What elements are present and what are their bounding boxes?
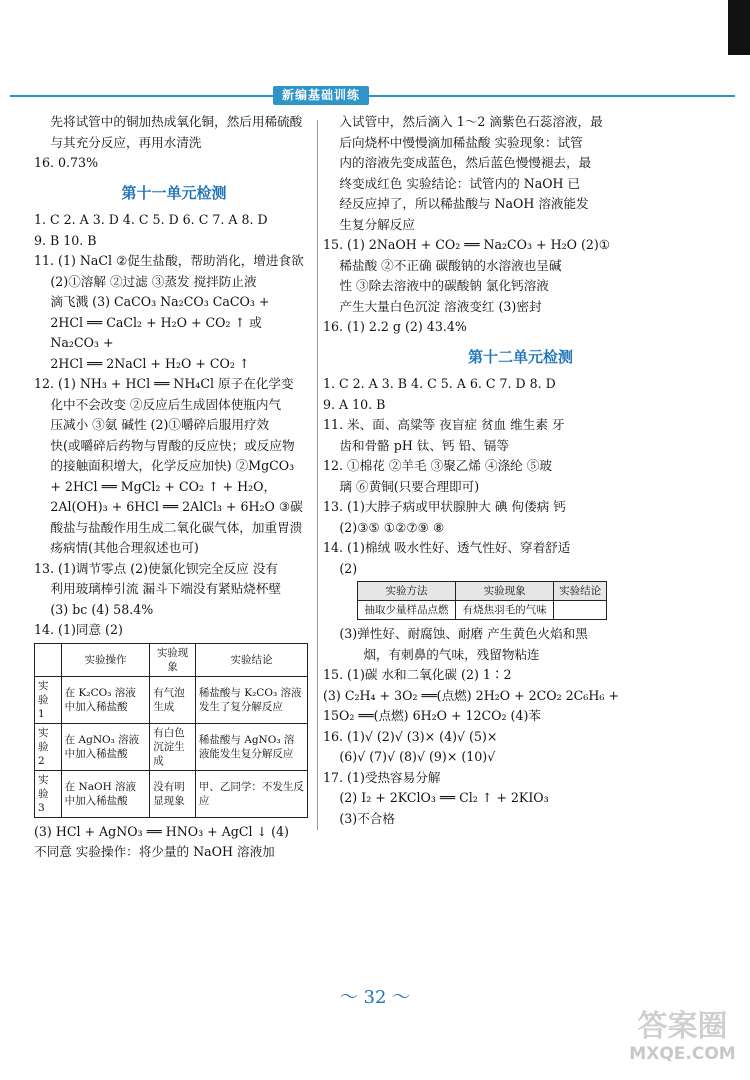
table-header-cell: 实验现象	[456, 582, 554, 601]
table-cell: 甲、乙同学：不发生反应	[195, 770, 307, 817]
answer-line: (2)	[339, 560, 358, 576]
watermark-url: MXQE.COM	[629, 1044, 736, 1064]
answer-line: 14. (1)同意 (2)	[34, 622, 123, 637]
experiment-table-unit12	[357, 581, 607, 620]
answer-line: 利用玻璃棒引流 漏斗下端没有紧贴烧杯壁	[50, 581, 282, 596]
table-row	[35, 676, 308, 723]
answer-line: 16. 0.73%	[34, 155, 99, 170]
answer-line: (3) C₂H₄ + 3O₂ ══(点燃) 2H₂O + 2CO₂ 2C₆H₆ +	[323, 687, 619, 703]
answer-line: 9. B 10. B	[34, 232, 97, 248]
table-row	[35, 723, 308, 770]
column-divider	[317, 120, 318, 830]
answer-line: (3) HCl + AgNO₃ ══ HNO₃ + AgCl ↓ (4)	[34, 823, 289, 839]
answer-line: 2HCl ══ CaCl₂ + H₂O + CO₂ ↑ 或 Na₂CO₃ +	[50, 314, 262, 350]
answer-line: 齿和骨骼 pH 钛、钙 铅、镉等	[339, 437, 509, 453]
answer-line: 11. (1) NaCl ②促生盐酸，帮助消化，增进食欲	[34, 253, 304, 268]
section-title-unit12: 第十二单元检测	[467, 347, 573, 366]
answer-line: 性 ③除去溶液中的碳酸钠 氯化钙溶液	[339, 278, 549, 293]
answer-line: 终变成红色 实验结论：试管内的 NaOH 已	[339, 175, 581, 191]
answer-line: (2)①溶解 ②过滤 ③蒸发 搅拌防止液	[50, 273, 257, 289]
table-header-cell: 实验结论	[195, 643, 307, 676]
answer-line: 入试管中，然后滴入 1～2 滴紫色石蕊溶液，最	[339, 114, 603, 129]
table-header-cell: 实验结论	[554, 582, 607, 601]
answer-line: 酸盐与盐酸作用生成二氧化碳气体，加重胃溃	[50, 519, 303, 535]
answer-line: (6)√ (7)√ (8)√ (9)× (10)√	[339, 749, 496, 764]
answer-line: 内的溶液先变成蓝色，然后蓝色慢慢褪去，最	[339, 155, 592, 170]
answer-line: 17. (1)受热容易分解	[323, 769, 441, 785]
table-header-cell: 实验现象	[150, 643, 196, 676]
answer-line: 13. (1)大脖子病或甲状腺肿大 碘 佝偻病 钙	[323, 499, 566, 514]
table-cell: 在 AgNO₃ 溶液中加入稀盐酸	[61, 723, 150, 770]
table-header-cell: 实验操作	[61, 643, 150, 676]
table-cell	[554, 601, 607, 620]
table-cell: 抽取少量样品点燃	[358, 601, 456, 620]
header-rule	[10, 95, 735, 97]
table-cell: 实验 1	[35, 676, 62, 723]
answer-line: 经反应掉了，所以稀盐酸与 NaOH 溶液能发	[339, 196, 589, 211]
answer-line: 后向烧杯中慢慢滴加稀盐酸 实验现象：试管	[339, 134, 583, 150]
answer-line: 不同意 实验操作：将少量的 NaOH 溶液加	[34, 844, 275, 859]
table-cell: 有白色沉淀生成	[150, 723, 196, 770]
table-header-row	[35, 643, 308, 676]
answer-line: 12. (1) NH₃ + HCl ══ NH₄Cl 原子在化学变	[34, 376, 294, 391]
header-title: 新编基础训练	[273, 86, 369, 105]
answer-line: (2)③⑤ ①②⑦⑨ ⑧	[339, 519, 445, 535]
answer-line: 15O₂ ══(点燃) 6H₂O + 12CO₂ (4)苯	[323, 708, 541, 723]
answer-line: 生复分解反应	[339, 216, 415, 232]
answer-line: 9. A 10. B	[323, 396, 386, 412]
table-cell: 在 NaOH 溶液中加入稀盐酸	[61, 770, 150, 817]
table-cell: 实验 3	[35, 770, 62, 817]
section-title-unit11: 第十一单元检测	[121, 183, 227, 202]
watermark-logo	[620, 1010, 745, 1076]
answer-line: 与其充分反应，再用水清洗	[50, 134, 202, 150]
left-column	[34, 112, 314, 863]
table-cell: 有烧焦羽毛的气味	[456, 601, 554, 620]
answer-line: (3)弹性好、耐腐蚀、耐磨 产生黄色火焰和黑	[339, 626, 588, 641]
answer-line: (3)不合格	[339, 810, 395, 826]
table-header-cell: 实验方法	[358, 582, 456, 601]
experiment-table-unit11	[34, 643, 308, 818]
right-column	[323, 112, 718, 829]
answer-line: 11. 米、面、高粱等 夜盲症 贫血 维生素 牙	[323, 417, 565, 432]
table-header-row	[358, 582, 607, 601]
answer-line: 16. (1) 2.2 g (2) 43.4%	[323, 319, 467, 334]
answer-line: 16. (1)√ (2)√ (3)× (4)√ (5)×	[323, 728, 498, 744]
answer-line: (2) I₂ + 2KClO₃ ══ Cl₂ ↑ + 2KIO₃	[339, 790, 549, 805]
table-cell: 稀盐酸与 K₂CO₃ 溶液发生了复分解反应	[195, 676, 307, 723]
answer-line: 13. (1)调节零点 (2)使氯化钡完全反应 没有	[34, 560, 279, 576]
answer-line: 2Al(OH)₃ + 6HCl ══ 2AlCl₃ + 6H₂O ③碳	[50, 499, 303, 514]
answer-line: 化中不会改变 ②反应后生成固体使瓶内气	[50, 396, 282, 412]
answer-line: 快(或嚼碎后药物与胃酸的反应快；或反应物	[50, 437, 295, 453]
table-header-cell	[35, 643, 62, 676]
corner-mark	[728, 0, 750, 55]
answer-line: (3) bc (4) 58.4%	[50, 601, 154, 617]
answer-line: 稀盐酸 ②不正确 碳酸钠的水溶液也呈碱	[339, 257, 562, 273]
answer-line: 1. C 2. A 3. B 4. C 5. A 6. C 7. D 8. D	[323, 376, 556, 391]
answer-line: 产生大量白色沉淀 溶液变红 (3)密封	[339, 298, 542, 314]
page-header	[10, 86, 735, 106]
answer-line: 滴飞溅 (3) CaCO₃ Na₂CO₃ CaCO₃ +	[50, 294, 270, 309]
answer-line: 先将试管中的铜加热成氧化铜，然后用稀硫酸	[50, 114, 303, 129]
answer-line: 璃 ⑥黄铜(只要合理即可)	[339, 478, 480, 494]
table-cell: 实验 2	[35, 723, 62, 770]
table-cell: 有气泡生成	[150, 676, 196, 723]
answer-line: 14. (1)棉绒 吸水性好、透气性好、穿着舒适	[323, 540, 571, 555]
answer-line: 12. ①棉花 ②羊毛 ③聚乙烯 ④涤纶 ⑤玻	[323, 458, 552, 473]
answer-line: + 2HCl ══ MgCl₂ + CO₂ ↑ + H₂O，	[50, 478, 277, 494]
table-cell: 在 K₂CO₃ 溶液中加入稀盐酸	[61, 676, 150, 723]
answer-line: 15. (1) 2NaOH + CO₂ ══ Na₂CO₃ + H₂O (2)①	[323, 237, 611, 252]
table-row	[35, 770, 308, 817]
answer-line: 疡病情(其他合理叙述也可)	[50, 540, 199, 555]
answer-line: 压减小 ③氨 碱性 (2)①嚼碎后服用疗效	[50, 417, 270, 432]
page-number: ～ 32 ～	[339, 987, 411, 1008]
answer-line: 的接触面积增大，化学反应加快) ②MgCO₃	[50, 458, 295, 473]
answer-line: 2HCl ══ 2NaCl + H₂O + CO₂ ↑	[50, 355, 250, 371]
table-cell: 稀盐酸与 AgNO₃ 溶液能发生复分解反应	[195, 723, 307, 770]
answer-line: 烟，有刺鼻的气味，残留物粘连	[363, 646, 540, 662]
table-row	[358, 601, 607, 620]
answer-line: 1. C 2. A 3. D 4. C 5. D 6. C 7. A 8. D	[34, 212, 268, 227]
watermark-logo-text: 答案圈	[637, 1009, 728, 1044]
table-cell: 没有明显现象	[150, 770, 196, 817]
answer-line: 15. (1)碳 水和二氧化碳 (2) 1∶2	[323, 667, 512, 682]
